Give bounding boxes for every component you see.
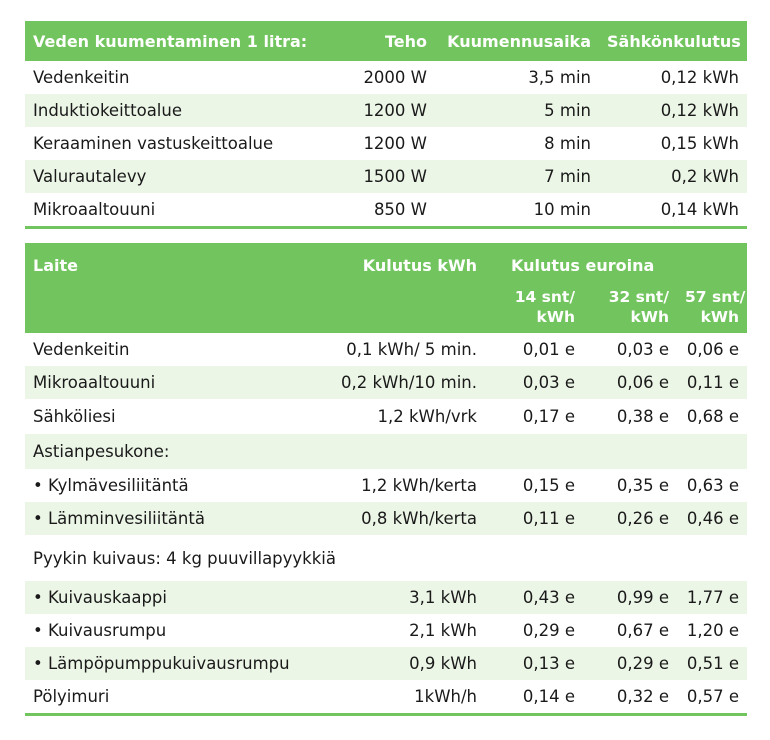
cost-57: 0,68 e (677, 399, 747, 434)
cost-14: 0,14 e (485, 680, 583, 715)
cost-14: 0,13 e (485, 647, 583, 680)
table-row (25, 502, 747, 535)
cost-14: 0,11 e (485, 502, 583, 535)
appliance-cost-table (25, 243, 747, 716)
table-row (25, 680, 747, 715)
header-price-14 (485, 287, 583, 333)
consumption-kwh: 2,1 kWh (325, 614, 485, 647)
consumption-kwh: 0,8 kWh/kerta (325, 502, 485, 535)
header-kuumennusaika: Kuumennusaika (435, 21, 599, 61)
cost-32: 0,38 e (583, 399, 677, 434)
consumption-kwh: 1,2 kWh/vrk (325, 399, 485, 434)
price-col-unit: kWh (630, 308, 669, 326)
cost-14: 0,01 e (485, 333, 583, 366)
section-heading-row (25, 535, 747, 581)
device-name: Valurautalevy (25, 160, 305, 193)
heating-time: 8 min (435, 127, 599, 160)
table-header-row (25, 21, 747, 61)
table-row (25, 614, 747, 647)
energy-use: 0,14 kWh (599, 193, 747, 228)
table-row (25, 647, 747, 680)
cost-14: 0,17 e (485, 399, 583, 434)
appliance-name: Pölyimuri (25, 680, 325, 715)
header-sahkonkulutus: Sähkönkulutus (599, 21, 747, 61)
section-heading: Pyykin kuivaus: 4 kg puuvillapyykkiä (25, 535, 747, 581)
device-name: Induktiokeittoalue (25, 94, 305, 127)
table-row (25, 160, 747, 193)
power-value: 1200 W (305, 94, 435, 127)
water-heating-table (25, 21, 747, 229)
table-row (25, 366, 747, 399)
appliance-name: Sähköliesi (25, 399, 325, 434)
section-heading: Astianpesukone: (25, 434, 747, 469)
cost-14: 0,15 e (485, 469, 583, 502)
header-price-57 (677, 287, 747, 333)
heating-time: 10 min (435, 193, 599, 228)
power-value: 850 W (305, 193, 435, 228)
energy-use: 0,15 kWh (599, 127, 747, 160)
appliance-name: • Kylmävesiliitäntä (25, 469, 325, 502)
cost-57: 0,63 e (677, 469, 747, 502)
power-value: 1200 W (305, 127, 435, 160)
table-row (25, 581, 747, 614)
price-col-rate: 57 snt/ (685, 288, 746, 306)
power-value: 2000 W (305, 61, 435, 94)
appliance-name: • Kuivauskaappi (25, 581, 325, 614)
appliance-name: Mikroaaltouuni (25, 366, 325, 399)
table-row (25, 94, 747, 127)
cost-57: 0,06 e (677, 333, 747, 366)
appliance-name: • Lämminvesiliitäntä (25, 502, 325, 535)
table-row (25, 333, 747, 366)
cost-32: 0,26 e (583, 502, 677, 535)
cost-32: 0,35 e (583, 469, 677, 502)
header-laite: Laite (25, 243, 325, 287)
table-header-row (25, 243, 747, 287)
power-value: 1500 W (305, 160, 435, 193)
table-subheader-row (25, 287, 747, 333)
cost-32: 0,32 e (583, 680, 677, 715)
consumption-kwh: 1kWh/h (325, 680, 485, 715)
device-name: Vedenkeitin (25, 61, 305, 94)
cost-57: 1,20 e (677, 614, 747, 647)
cost-57: 1,77 e (677, 581, 747, 614)
consumption-kwh: 1,2 kWh/kerta (325, 469, 485, 502)
section-heading-row (25, 434, 747, 469)
device-name: Keraaminen vastuskeittoalue (25, 127, 305, 160)
cost-57: 0,57 e (677, 680, 747, 715)
header-kulutus-euroina: Kulutus euroina (485, 243, 747, 287)
cost-32: 0,06 e (583, 366, 677, 399)
appliance-name: Vedenkeitin (25, 333, 325, 366)
table-row (25, 127, 747, 160)
header-price-32 (583, 287, 677, 333)
consumption-kwh: 0,9 kWh (325, 647, 485, 680)
header-kulutus-kwh: Kulutus kWh (325, 243, 485, 287)
appliance-name: • Kuivausrumpu (25, 614, 325, 647)
cost-32: 0,29 e (583, 647, 677, 680)
heating-time: 5 min (435, 94, 599, 127)
cost-57: 0,46 e (677, 502, 747, 535)
price-col-unit: kWh (700, 308, 740, 326)
cost-14: 0,03 e (485, 366, 583, 399)
cost-32: 0,99 e (583, 581, 677, 614)
price-col-unit: kWh (536, 308, 575, 326)
table-row (25, 193, 747, 228)
appliance-name: • Lämpöpumppukuivausrumpu (25, 647, 325, 680)
heating-time: 7 min (435, 160, 599, 193)
table-row (25, 399, 747, 434)
heating-time: 3,5 min (435, 61, 599, 94)
header-veden-kuumentaminen: Veden kuumentaminen 1 litra: (25, 21, 305, 61)
cost-57: 0,51 e (677, 647, 747, 680)
cost-57: 0,11 e (677, 366, 747, 399)
energy-use: 0,2 kWh (599, 160, 747, 193)
cost-14: 0,29 e (485, 614, 583, 647)
price-col-rate: 14 snt/ (514, 288, 575, 306)
cost-14: 0,43 e (485, 581, 583, 614)
cost-32: 0,67 e (583, 614, 677, 647)
table-row (25, 469, 747, 502)
price-col-rate: 32 snt/ (608, 288, 669, 306)
consumption-kwh: 0,1 kWh/ 5 min. (325, 333, 485, 366)
energy-use: 0,12 kWh (599, 94, 747, 127)
energy-use: 0,12 kWh (599, 61, 747, 94)
device-name: Mikroaaltouuni (25, 193, 305, 228)
table-row (25, 61, 747, 94)
consumption-kwh: 3,1 kWh (325, 581, 485, 614)
cost-32: 0,03 e (583, 333, 677, 366)
consumption-kwh: 0,2 kWh/10 min. (325, 366, 485, 399)
header-teho: Teho (305, 21, 435, 61)
